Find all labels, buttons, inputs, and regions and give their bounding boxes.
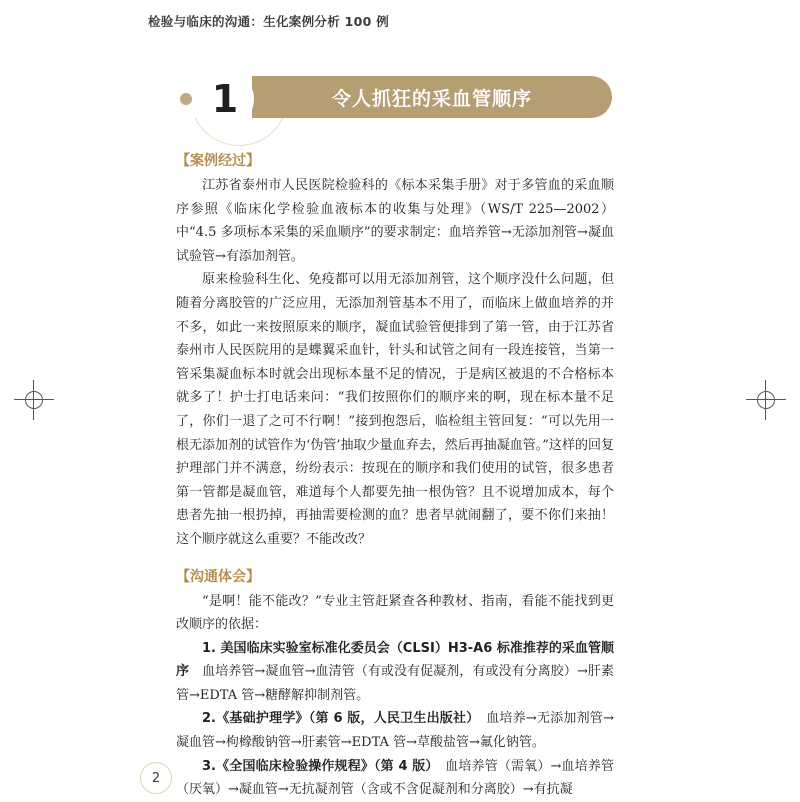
section-heading-communication: 【沟通体会】 xyxy=(176,568,260,585)
section-heading-case: 【案例经过】 xyxy=(176,153,260,169)
page-number-badge xyxy=(140,762,172,794)
reference-item xyxy=(176,637,614,708)
communication-intro: “是啊！能不能改？”专业主管赶紧查各种教材、指南，看能不能找到更改顺序的依据： xyxy=(176,593,614,633)
reference-item-lead: 1. 美国临床实验室标准化委员会（CLSI）H3-A6 标准推荐的采血管顺序 xyxy=(176,640,614,680)
body-content xyxy=(176,150,614,802)
reference-item-text: 血培养→无添加剂管→凝血管→枸橼酸钠管→肝素管→EDTA 管→草酸盐管→氟化钠管。 xyxy=(176,711,614,751)
crop-mark-left xyxy=(14,380,54,420)
reference-item-text: 血培养管（需氧）→血培养管（厌氧）→凝血管→无抗凝剂管（含或不含促凝剂和分离胶）→有抗凝 xyxy=(176,758,614,798)
reference-item-lead: 2.《基础护理学》（第 6 版，人民卫生出版社） xyxy=(202,711,473,727)
reference-item xyxy=(176,755,614,802)
case-paragraph: 江苏省泰州市人民医院检验科的《标本采集手册》对于多管血的采血顺序参照《临床化学检验血液标本的收集与处理》（WS/T 225—2002）中“4.5 多项标本采集的采血顺序”的要求制定：血培养管→无添加剂管→凝血试验管→有添加剂管。 xyxy=(176,178,614,264)
page-number: 2 xyxy=(151,770,161,786)
case-paragraph: 原来检验科生化、免疫都可以用无添加剂管，这个顺序没什么问题，但随着分离胶管的广泛应用，无添加剂管基本不用了，而临床上做血培养的并不多，如此一来按照原来的顺序，凝血试验管便排到了第一管，由于江苏省泰州市人民医院用的是蝶翼采血针，针头和试管之间有一段连接管，当第一管采集凝血标本时就会出现标本量不足的情况，于是病区被退的不合格标本就多了！护士打电话来问：“我们按照你们的顺序来的啊，现在标本量不足了，你们一退了之可不行啊！”接到抱怨后，临检组主管回复：“可以先用一根无添加剂的试管作为‘伪管’抽取少量血弃去，然后再抽凝血管。”这样的回复护理部门并不满意，纷纷表示：按现在的顺序和我们使用的试管，很多患者第一管都是凝血管，难道每个人都要先抽一根伪管？且不说增加成本，每个患者先抽一根扔掉，再抽需要检测的血？患者早就闹翻了，要不你们来抽！这个顺序就这么重要？不能改改？ xyxy=(176,272,614,547)
running-head: 检验与临床的沟通：生化案例分析 100 例 xyxy=(148,14,390,29)
chapter-title: 令人抓狂的采血管顺序 xyxy=(331,87,532,110)
chapter-number-badge xyxy=(196,70,254,128)
chapter-title-bar xyxy=(252,76,612,118)
reference-item-lead: 3.《全国临床检验操作规程》（第 4 版） xyxy=(202,758,433,774)
reference-item-text: 血培养管→凝血管→血清管（有或没有促凝剂，有或没有分离胶）→肝素管→EDTA 管→糖酵解抑制剂管。 xyxy=(176,664,614,703)
chapter-number: 1 xyxy=(211,77,239,121)
reference-item xyxy=(176,707,614,754)
chapter-decor-dot xyxy=(180,93,192,105)
crop-mark-right xyxy=(746,380,786,420)
